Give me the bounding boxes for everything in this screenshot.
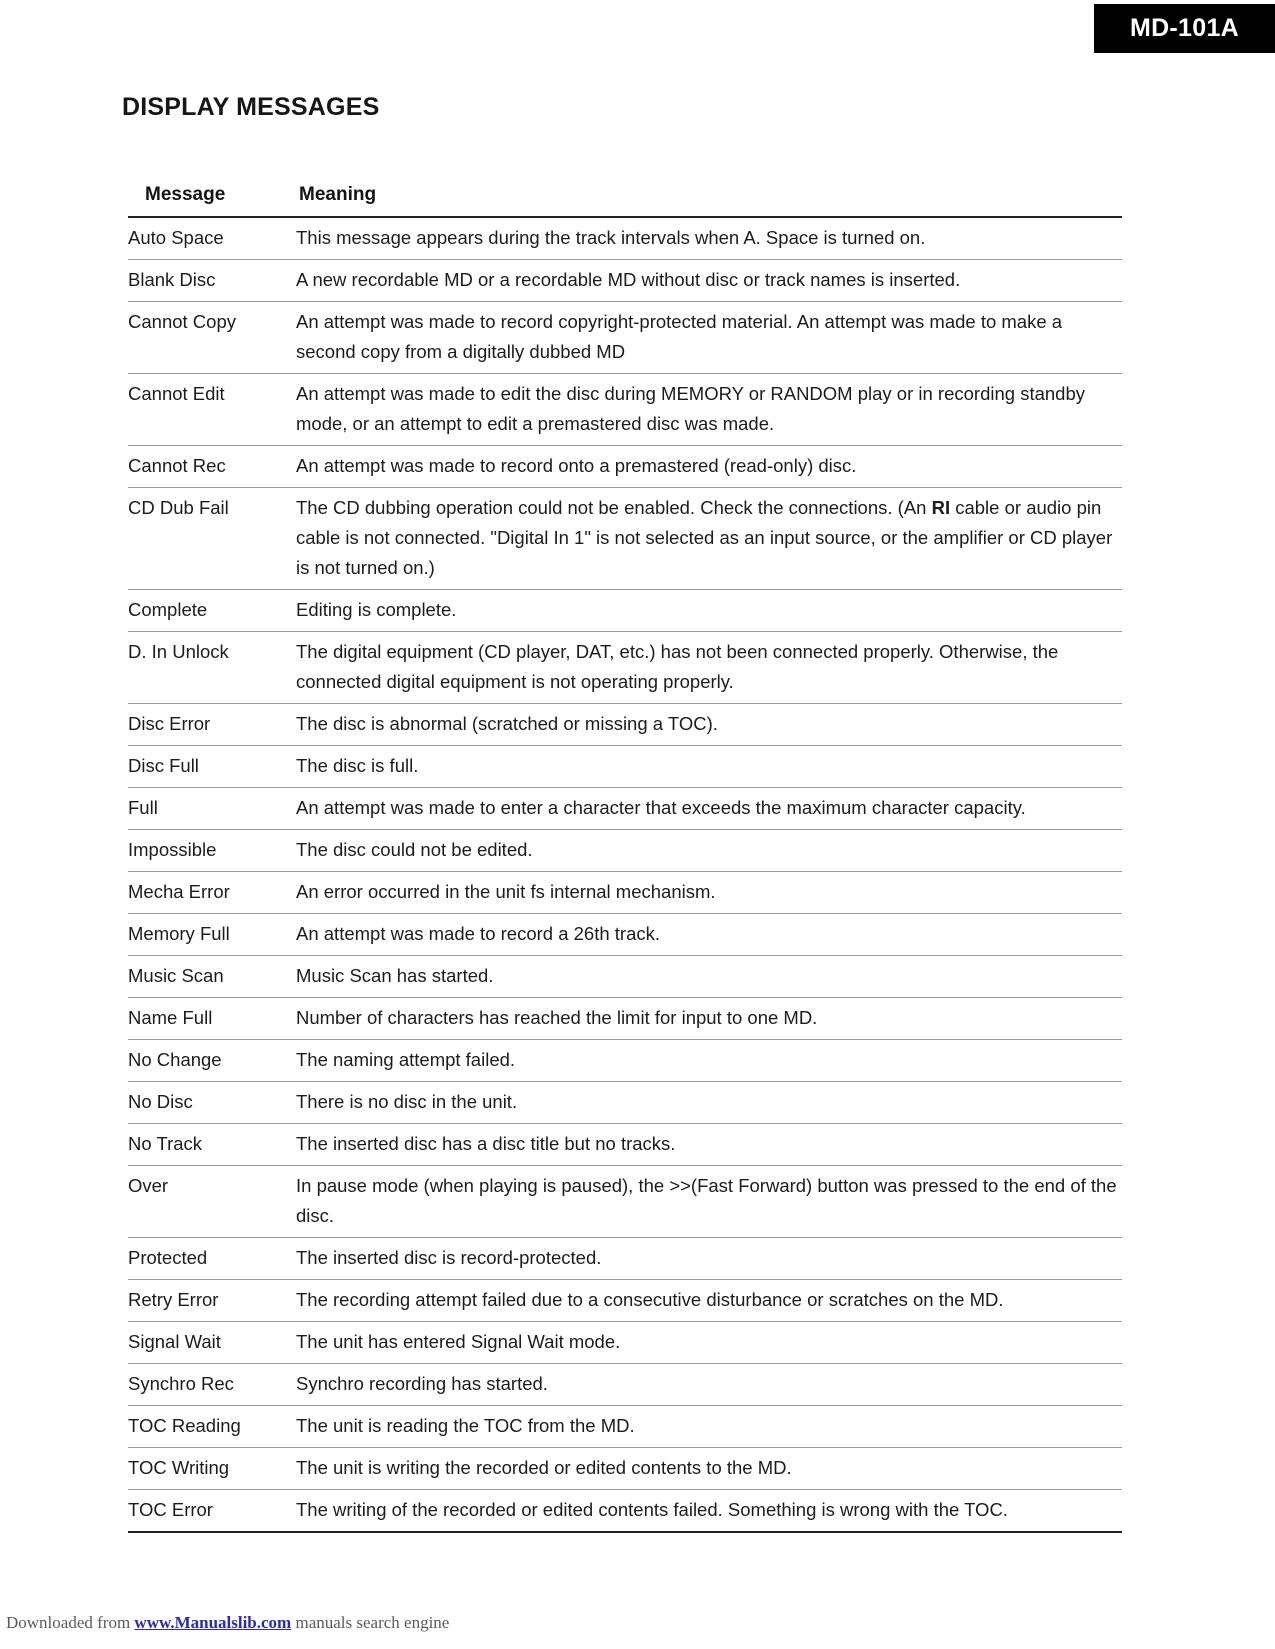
table-row xyxy=(128,1490,1122,1533)
cell-meaning: Editing is complete. xyxy=(296,599,457,620)
cell-meaning: This message appears during the track intervals when A. Space is turned on. xyxy=(296,227,926,248)
cell-message: Cannot Copy xyxy=(128,311,236,332)
table-row xyxy=(128,1322,1122,1364)
table-row xyxy=(128,1166,1122,1238)
manualslib-link[interactable]: www.Manualslib.com xyxy=(134,1613,292,1632)
table-row xyxy=(128,872,1122,914)
table-row xyxy=(128,446,1122,488)
meaning-text: The CD dubbing operation could not be enabled. Check the connections. (An xyxy=(296,497,932,518)
cell-message: Over xyxy=(128,1175,169,1196)
cell-message: Cannot Rec xyxy=(128,455,226,476)
cell-message: Complete xyxy=(128,599,208,620)
table-header xyxy=(128,184,1122,217)
cell-meaning: The naming attempt failed. xyxy=(296,1049,516,1070)
cell-meaning: Synchro recording has started. xyxy=(296,1373,548,1394)
cell-message: TOC Error xyxy=(128,1499,213,1520)
cell-message: Mecha Error xyxy=(128,881,230,902)
cell-meaning: The digital equipment (CD player, DAT, etc.) has not been connected properly. Otherwise, the connected digital equipment is not operating properly. xyxy=(296,641,1059,692)
cell-meaning: The inserted disc is record-protected. xyxy=(296,1247,602,1268)
footer-prefix: Downloaded from xyxy=(6,1613,135,1632)
cell-message: CD Dub Fail xyxy=(128,497,229,518)
cell-meaning: An attempt was made to record onto a premastered (read-only) disc. xyxy=(296,455,857,476)
table-body xyxy=(128,217,1122,1532)
table-row xyxy=(128,1280,1122,1322)
table-row xyxy=(128,1364,1122,1406)
table-header-row xyxy=(128,184,1122,217)
cell-meaning: A new recordable MD or a recordable MD without disc or track names is inserted. xyxy=(296,269,961,290)
table-row xyxy=(128,1082,1122,1124)
cell-meaning: The writing of the recorded or edited contents failed. Something is wrong with the TOC. xyxy=(296,1499,1008,1520)
cell-message: No Track xyxy=(128,1133,203,1154)
display-messages-table-wrapper xyxy=(128,184,1122,1533)
cell-message: No Disc xyxy=(128,1091,193,1112)
cell-message: Impossible xyxy=(128,839,217,860)
cell-meaning: An attempt was made to record a 26th track. xyxy=(296,923,661,944)
table-row xyxy=(128,260,1122,302)
cell-message: Full xyxy=(128,797,158,818)
cell-message: Synchro Rec xyxy=(128,1373,234,1394)
cell-meaning: An error occurred in the unit fs internal mechanism. xyxy=(296,881,716,902)
cell-message: Memory Full xyxy=(128,923,230,944)
cell-message: TOC Writing xyxy=(128,1457,230,1478)
table-row xyxy=(128,746,1122,788)
cell-message: Disc Full xyxy=(128,755,199,776)
meaning-text: cable or audio pin cable is not connected. "Digital In 1" is not selected as an input source, or the amplifier or CD player is not turned on.) xyxy=(296,497,1113,578)
table-row xyxy=(128,302,1122,374)
table-row xyxy=(128,1448,1122,1490)
cell-message: Disc Error xyxy=(128,713,211,734)
table-row xyxy=(128,1238,1122,1280)
cell-meaning: The disc could not be edited. xyxy=(296,839,533,860)
column-header-meaning: Meaning xyxy=(299,184,377,205)
table-row xyxy=(128,914,1122,956)
cell-message: No Change xyxy=(128,1049,222,1070)
cell-meaning: The unit is writing the recorded or edited contents to the MD. xyxy=(296,1457,792,1478)
cell-message: TOC Reading xyxy=(128,1415,241,1436)
table-row xyxy=(128,830,1122,872)
table-row xyxy=(128,998,1122,1040)
cell-message: Cannot Edit xyxy=(128,383,225,404)
cell-message: Music Scan xyxy=(128,965,224,986)
table-row xyxy=(128,704,1122,746)
cell-meaning: The disc is full. xyxy=(296,755,419,776)
cell-meaning: The unit has entered Signal Wait mode. xyxy=(296,1331,621,1352)
cell-meaning: The unit is reading the TOC from the MD. xyxy=(296,1415,635,1436)
table-row xyxy=(128,1040,1122,1082)
cell-message: D. In Unlock xyxy=(128,641,229,662)
cell-meaning: There is no disc in the unit. xyxy=(296,1091,518,1112)
page-title: DISPLAY MESSAGES xyxy=(122,93,380,121)
cell-message: Retry Error xyxy=(128,1289,219,1310)
table-row xyxy=(128,590,1122,632)
table-row xyxy=(128,1124,1122,1166)
cell-message: Protected xyxy=(128,1247,208,1268)
cell-message: Signal Wait xyxy=(128,1331,221,1352)
display-messages-table xyxy=(128,184,1122,1533)
table-row xyxy=(128,956,1122,998)
cell-message: Blank Disc xyxy=(128,269,216,290)
cell-message: Name Full xyxy=(128,1007,213,1028)
cell-meaning: The inserted disc has a disc title but no tracks. xyxy=(296,1133,676,1154)
table-row xyxy=(128,1406,1122,1448)
table-row xyxy=(128,374,1122,446)
cell-meaning: In pause mode (when playing is paused), the >>(Fast Forward) button was pressed to the end of the disc. xyxy=(296,1175,1117,1226)
cell-meaning xyxy=(296,488,1122,590)
meaning-emphasis: RI xyxy=(931,497,951,518)
footer-suffix: manuals search engine xyxy=(291,1613,450,1632)
table-row xyxy=(128,788,1122,830)
cell-message: Auto Space xyxy=(128,227,224,248)
cell-meaning: An attempt was made to edit the disc during MEMORY or RANDOM play or in recording standby mode, or an attempt to edit a premastered disc was made. xyxy=(296,383,1085,434)
table-row xyxy=(128,217,1122,260)
model-badge: MD-101A xyxy=(1094,4,1275,53)
cell-meaning: The disc is abnormal (scratched or missing a TOC). xyxy=(296,713,718,734)
cell-meaning: Music Scan has started. xyxy=(296,965,494,986)
cell-meaning: An attempt was made to enter a character that exceeds the maximum character capacity. xyxy=(296,797,1026,818)
cell-meaning: An attempt was made to record copyright-protected material. An attempt was made to make a second copy from a digitally dubbed MD xyxy=(296,311,1063,362)
cell-meaning: The recording attempt failed due to a consecutive disturbance or scratches on the MD. xyxy=(296,1289,1004,1310)
cell-meaning: Number of characters has reached the limit for input to one MD. xyxy=(296,1007,818,1028)
table-row xyxy=(128,488,1122,590)
column-header-message: Message xyxy=(145,184,226,205)
table-row xyxy=(128,632,1122,704)
footer-attribution xyxy=(6,1613,449,1633)
